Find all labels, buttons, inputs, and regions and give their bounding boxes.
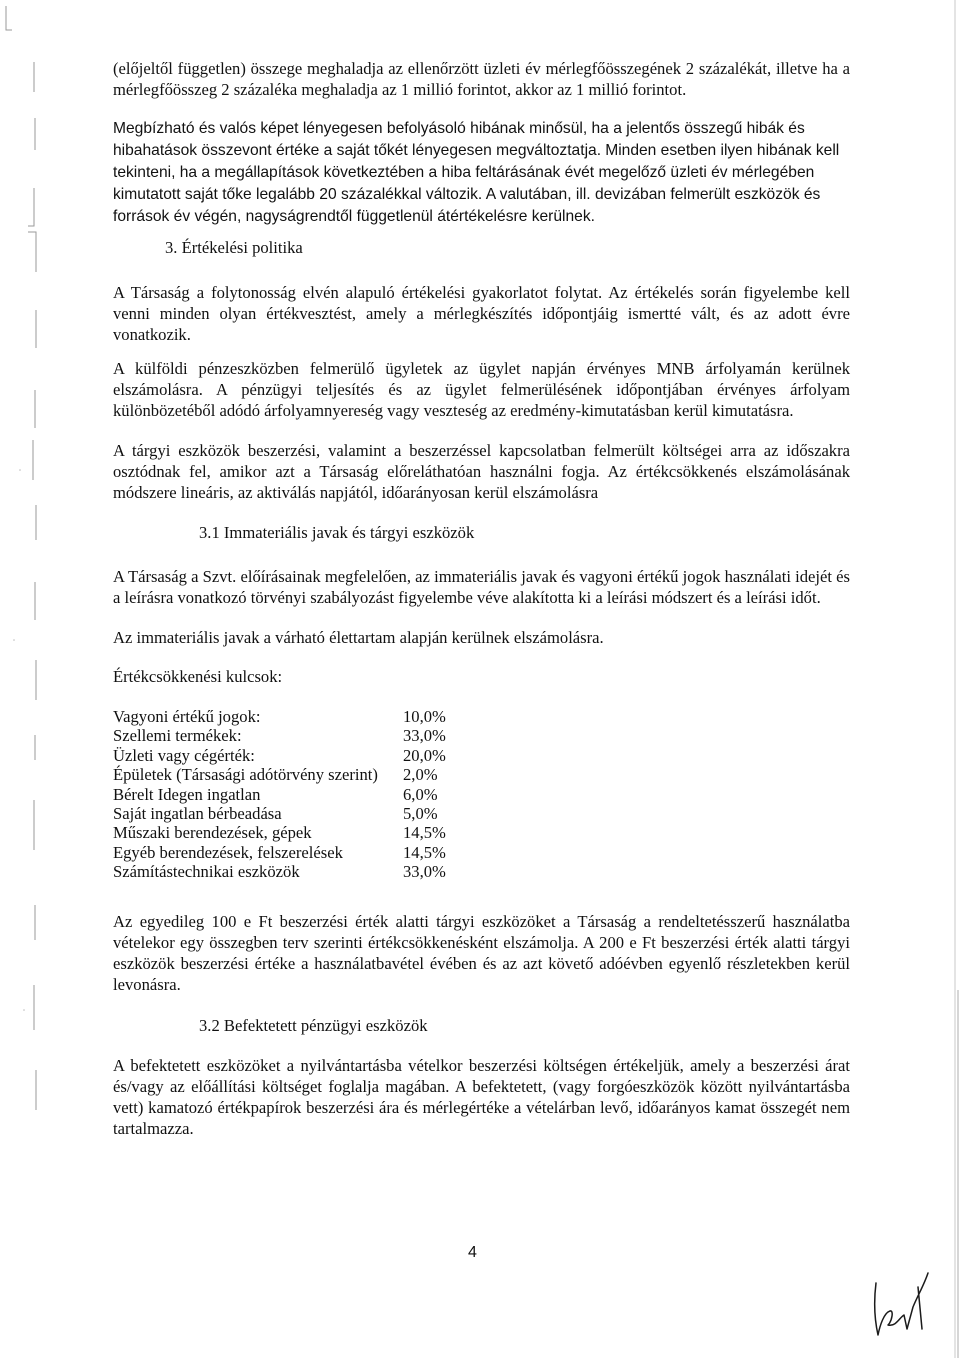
rate-value: 10,0% [403,707,446,726]
page-number: 4 [468,1244,477,1261]
paragraph-foreign-currency: A külföldi pénzeszközben felmerülő ügyletek az ügylet napján érvényes MNB árfolyamán kerülnek elszámolásra. A pénzügyi teljesítés és az ügylet felmerülésének időpontjában érvényes árfolyam különbözetéből adódó árfolyamnyereség vagy veszteség az eredmény-kimutatásban kerül kimutatásra. [113,359,850,420]
rate-row [113,804,493,823]
paragraph-financial-assets: A befektetett eszközöket a nyilvántartásba vételkor beszerzési költségen értékeljük, amely a beszerzési árat és/vagy az előállítási költséget foglalja magában. A befektetett, (vagy forgóeszközök között nyilvántartásba vett) kamatozó értékpapírok beszerzési ára és mérlegértéke a vételárban levő, időarányos kamat összegét nem tartalmazza. [113,1056,850,1138]
rate-label: Saját ingatlan bérbeadása [113,804,282,824]
paragraph-intangible-lifetime: Az immateriális javak a várható élettartam alapján kerülnek elszámolásra. [113,628,604,647]
rate-row [113,765,493,784]
paragraph-tangible-assets: A tárgyi eszközök beszerzési, valamint a beszerzéssel kapcsolatban felmerült költségei arra az időszakra osztódnak fel, amikor azt a Társaság előreláthatóan használni fogja. Az értékcsökkenés elszámolásának módszere lineáris, az aktiválás napjától, időarányosan kerül elszámolásra [113,441,850,502]
rate-value: 14,5% [403,823,446,843]
handwritten-signature [866,1265,940,1345]
rate-row [113,823,493,842]
rate-label: Üzleti vagy cégérték: [113,745,255,765]
rate-label: Egyéb berendezések, felszerelések [113,842,343,862]
section-heading-3-2: 3.2 Befektetett pénzügyi eszközök [199,1016,428,1035]
rate-label: Szellemi termékek: [113,726,242,746]
rate-row [113,785,493,804]
section-heading-3-1: 3.1 Immateriális javak és tárgyi eszközök [199,523,475,542]
scan-edge-shadow [946,0,960,1358]
rate-label: Épületek (Társasági adótörvény szerint) [113,765,378,785]
paragraph-intangible-assets: A Társaság a Szvt. előírásainak megfelelően, az immateriális javak és vagyoni értékű jogok használati idejét és a leírásra vonatkozó törvényi szabályozást figyelembe véve alakította ki a leírási módszert és a leírási időt. [113,567,850,607]
paragraph-low-value-assets: Az egyedileg 100 e Ft beszerzési érték alatti tárgyi eszközöket a Társaság a rendeltetésszerű használatba vételekor egy összegben terv szerinti értékcsökkenésként elszámolja. A 200 e Ft beszerzési érték alatti tárgyi eszközök beszerzési értéke a használatbavétel évében és az azt követő adóévben egyenlő részletekben kerül levonásra. [113,912,850,994]
rate-row [113,746,493,765]
paragraph-significant-error [113,117,850,227]
rate-label: Számítástechnikai eszközök [113,862,300,882]
depreciation-rates-table [113,707,493,882]
rate-value: 5,0% [403,804,438,824]
rate-row [113,726,493,745]
rate-value: 2,0% [403,765,438,785]
rate-value: 33,0% [403,862,446,882]
depreciation-rates-title: Értékcsökkenési kulcsok: [113,667,283,686]
paragraph-threshold: (előjeltől független) összege meghaladja az ellenőrzött üzleti év mérlegfőösszegének 2 százalékát, illetve ha a mérlegfőösszeg 2 százaléka meghaladja az 1 millió forintot, akkor az 1 millió forintot. [113,59,850,99]
rate-label: Bérelt Idegen ingatlan [113,784,261,804]
rate-label: Vagyoni értékű jogok: [113,707,261,726]
paragraph-significant-error-part2: Minden esetben ilyen hibának kell tekinteni, ha a megállapítások következtében a hiba feltárásának évét megelőző üzleti év mérlegében kimutatott saját tőke legalább 20 százalékkal változik. A valutában, ill. devizában felmerült eszközök és források év végén, nagyságrendtől függetlenül átértékelésre kerülnek. [113,142,840,225]
paragraph-significant-error-part1: Megbízható és valós képet lényegesen befolyásoló hibának minősül, ha a jelentős összegű hibák és hibahatások összevont értéke a saját tőkét lényegesen megváltoztatja. [113,120,805,159]
rate-value: 14,5% [403,842,446,862]
section-heading-3: 3. Értékelési politika [165,238,303,257]
scan-edge-marks [0,0,46,1358]
rate-value: 20,0% [403,745,446,765]
rate-row [113,843,493,862]
rate-row [113,707,493,726]
rate-value: 6,0% [403,784,438,804]
rate-label: Műszaki berendezések, gépek [113,823,312,843]
rate-value: 33,0% [403,726,446,746]
rate-row [113,862,493,881]
paragraph-valuation-policy: A Társaság a folytonosság elvén alapuló értékelési gyakorlatot folytat. Az értékelés során figyelembe kell venni minden olyan értékvesztést, amely a mérlegkészítés időpontjáig ismertté vált, és az adott évre vonatkozik. [113,283,850,344]
